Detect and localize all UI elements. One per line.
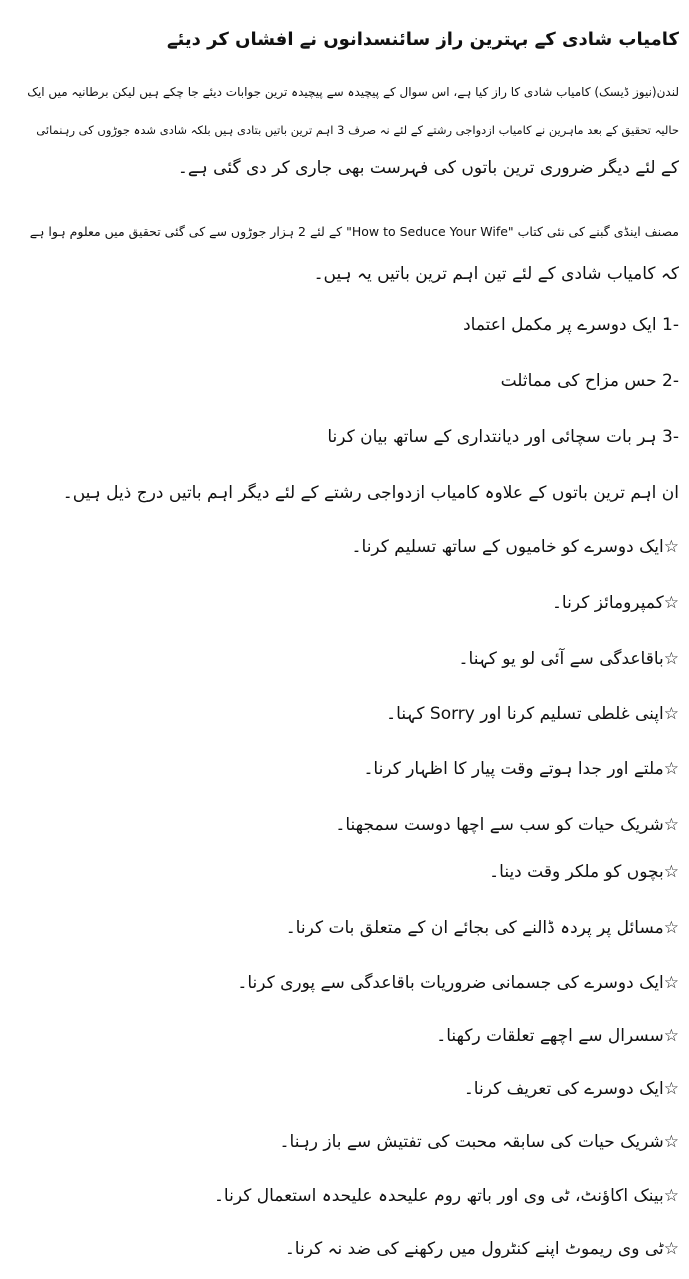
intro-line: لندن(نیوز ڈیسک) کامیاب شادی کا راز کیا ہے، اس سوال کے پیچیدہ سے پیچیدہ ترین جوابات دیئے جا چکے ہیں لیکن برطانیہ میں ایک	[27, 85, 679, 99]
source-line: کہ کامیاب شادی کے لئے تین اہم ترین باتیں یہ ہیں۔	[313, 264, 679, 284]
star-icon: ☆	[663, 1079, 679, 1099]
others-intro: ان اہم ترین باتوں کے علاوہ کامیاب ازدواجی رشتے کے لئے دیگر اہم باتیں درج ذیل ہیں۔	[62, 483, 679, 503]
star-icon: ☆	[663, 815, 679, 835]
intro-line: حالیہ تحقیق کے بعد ماہرین نے کامیاب ازدواجی رشتے کے لئے نہ صرف 3 اہم ترین باتیں بتادی ہیں بلکہ شادی شدہ جوڑوں کی رہنمائی	[36, 123, 679, 137]
top-point-1: -1 ایک دوسرے پر مکمل اعتماد	[463, 315, 679, 335]
list-item: ☆ایک دوسرے کی تعریف کرنا۔	[463, 1079, 679, 1099]
star-icon: ☆	[663, 1239, 679, 1259]
star-icon: ☆	[663, 973, 679, 993]
star-icon: ☆	[663, 649, 679, 669]
star-icon: ☆	[663, 704, 679, 724]
list-item: ☆کمپرومائز کرنا۔	[551, 593, 679, 613]
star-icon: ☆	[663, 1132, 679, 1152]
intro-line: کے لئے دیگر ضروری ترین باتوں کی فہرست بھی جاری کر دی گئی ہے۔	[177, 158, 679, 178]
list-item: ☆سسرال سے اچھے تعلقات رکھنا۔	[436, 1026, 679, 1046]
top-point-3: -3 ہر بات سچائی اور دیانتداری کے ساتھ بیان کرنا	[327, 427, 679, 447]
list-item: ☆ٹی وی ریموٹ اپنے کنٹرول میں رکھنے کی ضد نہ کرنا۔	[284, 1239, 679, 1259]
list-item: ☆ایک دوسرے کی جسمانی ضروریات باقاعدگی سے پوری کرنا۔	[237, 973, 679, 993]
star-icon: ☆	[663, 918, 679, 938]
star-icon: ☆	[663, 862, 679, 882]
list-item: ☆ایک دوسرے کو خامیوں کے ساتھ تسلیم کرنا۔	[351, 537, 679, 557]
list-item: ☆ملتے اور جدا ہوتے وقت پیار کا اظہار کرنا۔	[363, 759, 679, 779]
star-icon: ☆	[663, 537, 679, 557]
star-icon: ☆	[663, 759, 679, 779]
source-line: مصنف اینڈی گبنے کی نئی کتاب "How to Seduce Your Wife" کے لئے 2 ہزار جوڑوں سے کی گئی تحقیق میں معلوم ہوا ہے	[29, 224, 679, 239]
list-item: ☆شریک حیات کو سب سے اچھا دوست سمجھنا۔	[335, 815, 679, 835]
star-icon: ☆	[663, 593, 679, 613]
list-item: ☆اپنی غلطی تسلیم کرنا اور Sorry کہنا۔	[386, 704, 679, 724]
article-title: کامیاب شادی کے بہترین راز سائنسدانوں نے افشاں کر دیئے	[167, 29, 679, 50]
top-point-2: -2 حس مزاح کی مماثلت	[500, 371, 679, 391]
list-item: ☆شریک حیات کی سابقہ محبت کی تفتیش سے باز رہنا۔	[279, 1132, 679, 1152]
list-item: ☆بینک اکاؤنٹ، ٹی وی اور باتھ روم علیحدہ علیحدہ استعمال کرنا۔	[213, 1186, 679, 1206]
list-item: ☆باقاعدگی سے آئی لو یو کہنا۔	[458, 649, 679, 669]
star-icon: ☆	[663, 1026, 679, 1046]
star-icon: ☆	[663, 1186, 679, 1206]
list-item: ☆مسائل پر پردہ ڈالنے کی بجائے ان کے متعلق بات کرنا۔	[285, 918, 679, 938]
list-item: ☆بچوں کو ملکر وقت دینا۔	[489, 862, 679, 882]
